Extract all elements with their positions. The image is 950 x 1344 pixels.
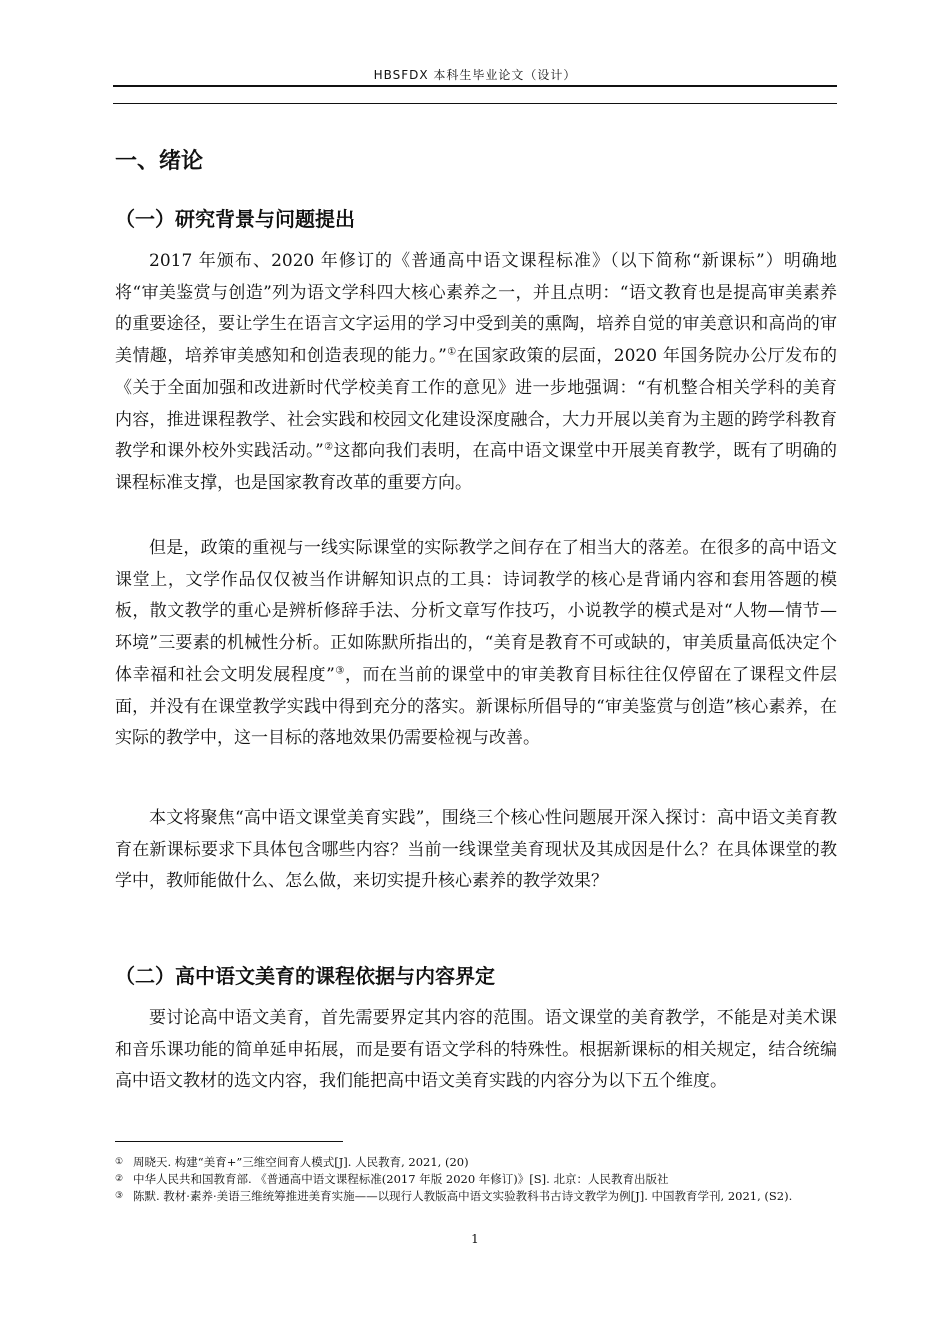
paragraph-1: 2017 年颁布、2020 年修订的《普通高中语文课程标准》（以下简称“新课标”）明确地将“审美鉴赏与创造”列为语文学科四大核心素养之一，并且点明：“语文教育也是提高审美素养的重要途径，要让学生在语言文字运用的学习中受到美的熏陶，培养自觉的审美意识和高尚的审美情趣，培养审美感知和创造表现的能力。”①在国家政策的层面，2020 年国务院办公厅发布的《关于全面加强和改进新时代学校美育工作的意见》进一步地强调：“有机整合相关学科的美育内容，推进课程教学、社会实践和校园文化建设深度融合，大力开展以美育为主题的跨学科教育教学和课外校外实践活动。”②这都向我们表明，在高中语文课堂中开展美育教学，既有了明确的课程标准支撑，也是国家教育改革的重要方向。 [115, 251, 837, 493]
header-rule [113, 85, 837, 87]
header-rule-secondary [113, 103, 837, 104]
subsection-heading-2: （二）高中语文美育的课程依据与内容界定 [115, 964, 495, 988]
paragraph-3: 本文将聚焦“高中语文课堂美育实践”，围绕三个核心性问题展开深入探讨：高中语文美育教育在新课标要求下具体包含哪些内容？当前一线课堂美育现状及其成因是什么？在具体课堂的教学中，教师能做什么、怎么做，来切实提升核心素养的教学效果？ [115, 808, 837, 892]
footnote-ref-3: ③ [334, 665, 345, 677]
footnote-2: ② 中华人民共和国教育部. 《普通高中语文课程标准(2017 年版 2020 年修订)》[S]. 北京：人民教育出版社 [115, 1172, 669, 1186]
page-number: 1 [471, 1232, 479, 1246]
section-heading: 一、绪论 [115, 149, 204, 174]
paragraph-4: 要讨论高中语文美育，首先需要界定其内容的范围。语文课堂的美育教学，不能是对美术课和音乐课功能的简单延申拓展，而是要有语文学科的特殊性。根据新课标的相关规定，结合统编高中语文教材的选文内容，我们能把高中语文美育实践的内容分为以下五个维度。 [115, 1008, 837, 1092]
footnote-3: ③ 陈默. 教材·素养·美语三维统筹推进美育实施——以现行人教版高中语文实验教科书古诗文教学为例[J]. 中国教育学刊, 2021, (S2). [115, 1189, 793, 1203]
footnotes [115, 1154, 837, 1205]
footnote-1: ① 周晓天. 构建“美育+”三维空间育人模式[J]. 人民教育, 2021, (20) [115, 1155, 469, 1169]
subsection-heading-1: （一）研究背景与问题提出 [115, 207, 355, 231]
footnote-separator [115, 1141, 343, 1142]
footnote-ref-2: ② [323, 441, 334, 453]
paragraph-2: 但是，政策的重视与一线实际课堂的实际教学之间存在了相当大的落差。在很多的高中语文课堂上，文学作品仅仅被当作讲解知识点的工具：诗词教学的核心是背诵内容和套用答题的模板，散文教学的重心是辨析修辞手法、分析文章写作技巧，小说教学的模式是对“人物—情节—环境”三要素的机械性分析。正如陈默所指出的，“美育是教育不可或缺的，审美质量高低决定个体幸福和社会文明发展程度”③，而在当前的课堂中的审美教育目标往往仅停留在了课程文件层面，并没有在课堂教学实践中得到充分的落实。新课标所倡导的“审美鉴赏与创造”核心素养，在实际的教学中，这一目标的落地效果仍需要检视与改善。 [115, 538, 837, 749]
footnote-ref-1: ① [446, 346, 457, 358]
running-header: HBSFDX 本科生毕业论文（设计） [373, 68, 577, 82]
